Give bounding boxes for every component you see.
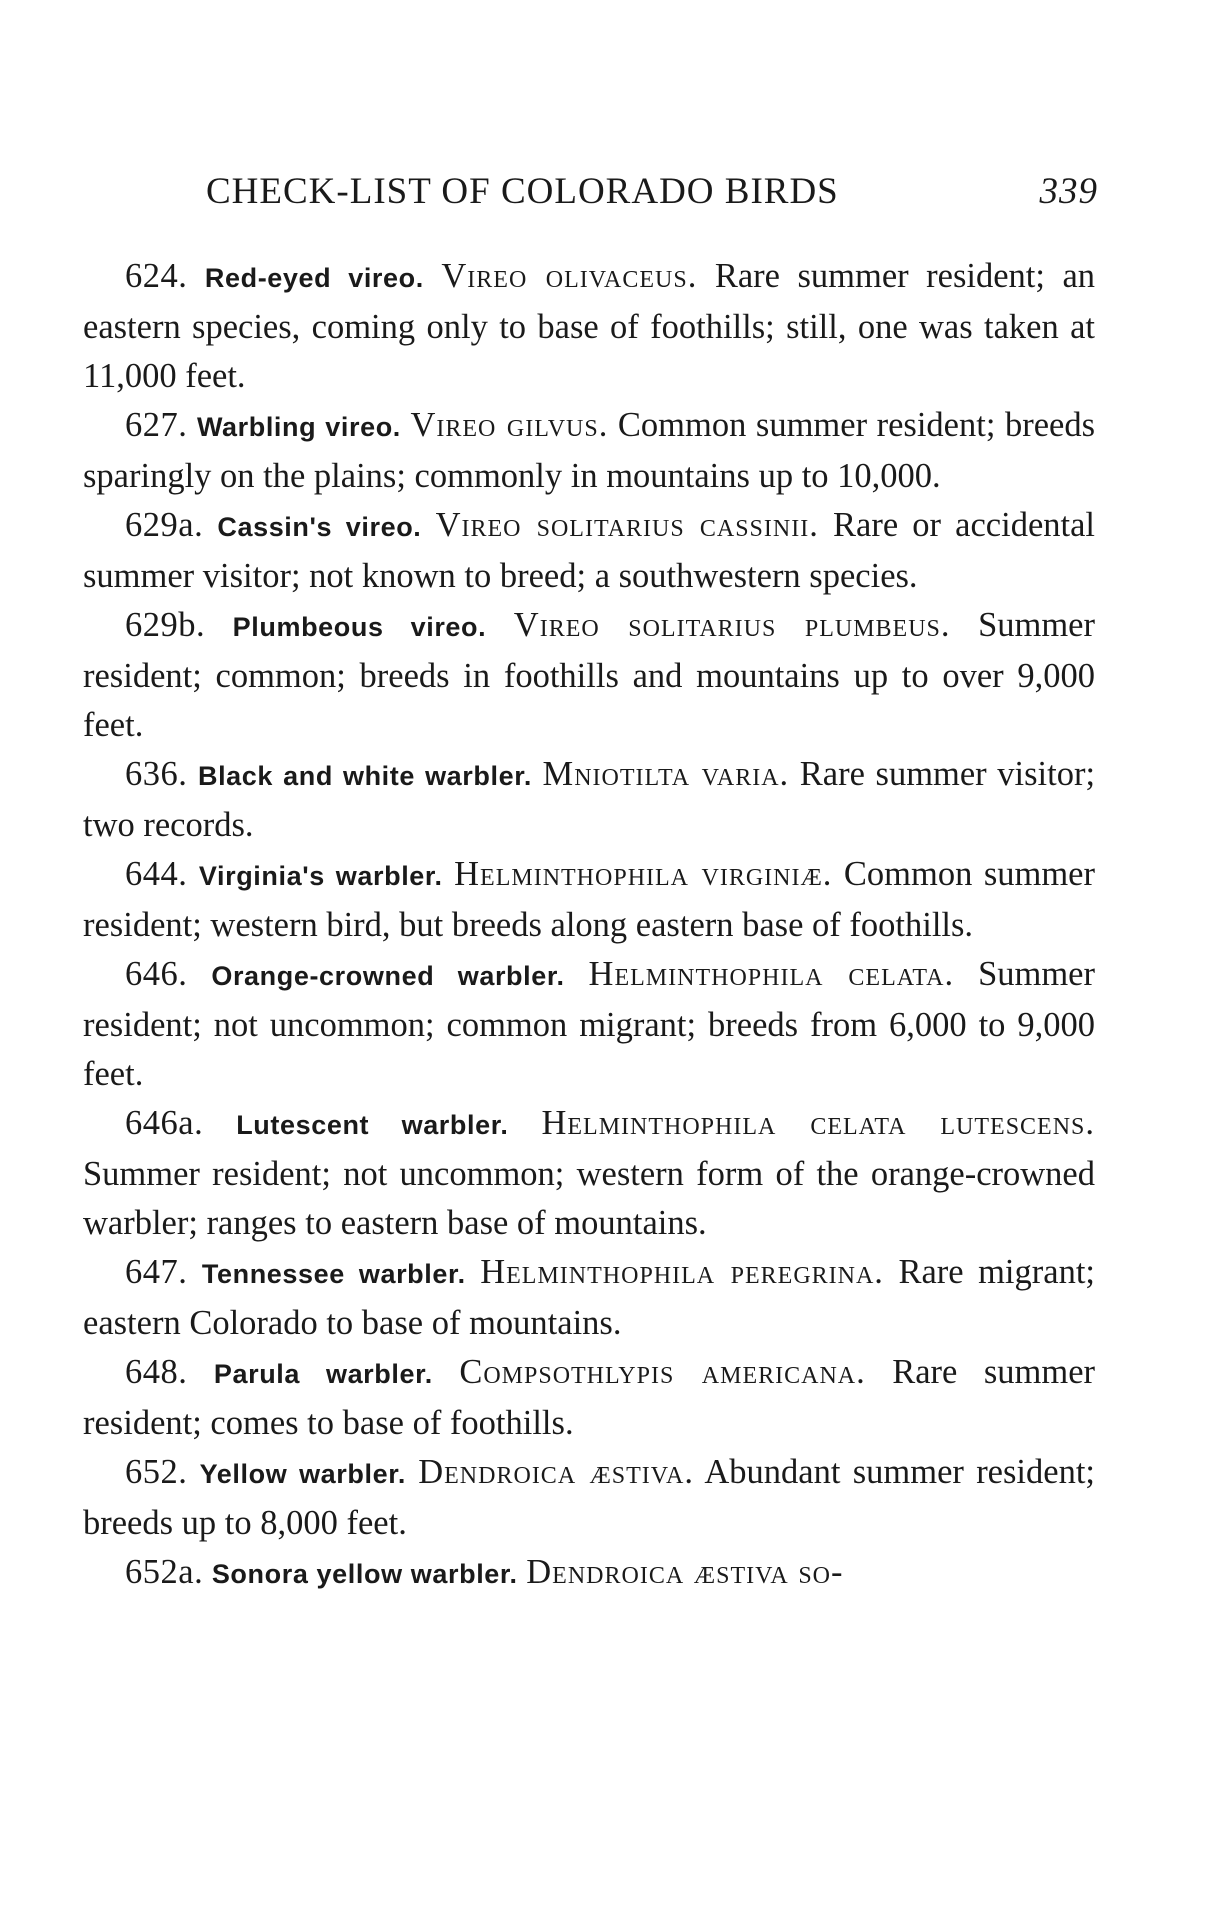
entry-number: 652a. [125, 1553, 204, 1591]
scientific-name: Vireo olivaceus. [441, 257, 698, 295]
common-name: Warbling vireo. [196, 412, 401, 442]
species-entry [83, 1548, 1095, 1599]
description: Abundant summer resident; breeds up to 8,000 feet. [83, 1453, 1095, 1542]
entry-number: 624. [125, 257, 188, 295]
description: Rare or accidental summer visitor; not known to breed; a southwestern species. [83, 506, 1095, 595]
checklist-body [83, 252, 1095, 1599]
common-name: Plumbeous vireo. [232, 612, 487, 642]
species-entry [83, 601, 1095, 750]
description: Common summer resident; western bird, but breeds along eastern base of foothills. [83, 855, 1095, 944]
description: Rare summer resident; comes to base of foothills. [83, 1353, 1095, 1442]
description: Summer resident; not uncommon; common migrant; breeds from 6,000 to 9,000 feet. [83, 955, 1095, 1093]
entry-number: 636. [125, 755, 188, 793]
entry-number: 646. [125, 955, 188, 993]
scientific-name: Dendroica æstiva. [418, 1453, 694, 1491]
entry-number: 629b. [125, 606, 206, 644]
entry-number: 644. [125, 855, 188, 893]
scientific-name: Helminthophila virginiæ. [454, 855, 833, 893]
description: Rare summer resident; an eastern species, coming only to base of foothills; still, one was taken at 11,000 feet. [83, 257, 1096, 395]
scientific-name: Dendroica æstiva so- [526, 1553, 844, 1591]
entry-number: 627. [125, 406, 188, 444]
scientific-name: Vireo gilvus. [410, 406, 609, 444]
species-entry [83, 750, 1095, 850]
entry-number: 648. [125, 1353, 188, 1391]
common-name: Lutescent warbler. [236, 1110, 509, 1140]
species-entry [83, 850, 1095, 950]
common-name: Cassin's vireo. [217, 512, 422, 542]
scientific-name: Helminthophila celata lutescens. [541, 1104, 1096, 1142]
description: Summer resident; common; breeds in foothills and mountains up to over 9,000 feet. [83, 606, 1095, 744]
common-name: Red-eyed vireo. [204, 263, 424, 293]
scientific-name: Helminthophila peregrina. [480, 1253, 884, 1291]
page-title: CHECK-LIST OF COLORADO BIRDS [206, 171, 839, 212]
common-name: Tennessee warbler. [201, 1259, 466, 1289]
description: Rare summer visitor; two records. [83, 755, 1096, 844]
species-entry [83, 950, 1095, 1099]
scientific-name: Compsothlypis americana. [459, 1353, 866, 1391]
description: Common summer resident; breeds sparingly on the plains; commonly in mountains up to 10,000. [83, 406, 1096, 495]
entry-number: 647. [125, 1253, 188, 1291]
entry-number: 646a. [125, 1104, 204, 1142]
scientific-name: Helminthophila celata. [588, 955, 955, 993]
common-name: Orange-crowned warbler. [211, 961, 565, 991]
scientific-name: Vireo solitarius plumbeus. [513, 606, 951, 644]
scientific-name: Mniotilta varia. [542, 755, 790, 793]
entry-number: 652. [125, 1453, 188, 1491]
species-entry [83, 501, 1095, 601]
species-entry [83, 1448, 1095, 1548]
common-name: Yellow warbler. [199, 1459, 406, 1489]
common-name: Black and white warbler. [197, 761, 532, 791]
species-entry [83, 401, 1095, 501]
common-name: Sonora yellow warbler. [211, 1559, 518, 1589]
entry-number: 629a. [125, 506, 204, 544]
page-number: 339 [1039, 171, 1098, 212]
species-entry [83, 1248, 1095, 1348]
description: Summer resident; not uncommon; western form of the orange-crowned warbler; ranges to eastern base of mountains. [83, 1155, 1095, 1242]
scientific-name: Vireo solitarius cassinii. [435, 506, 819, 544]
description: Rare migrant; eastern Colorado to base of mountains. [83, 1253, 1095, 1342]
common-name: Parula warbler. [213, 1359, 433, 1389]
common-name: Virginia's warbler. [198, 861, 443, 891]
species-entry [83, 1348, 1095, 1448]
species-entry [83, 252, 1095, 401]
species-entry [83, 1099, 1095, 1248]
